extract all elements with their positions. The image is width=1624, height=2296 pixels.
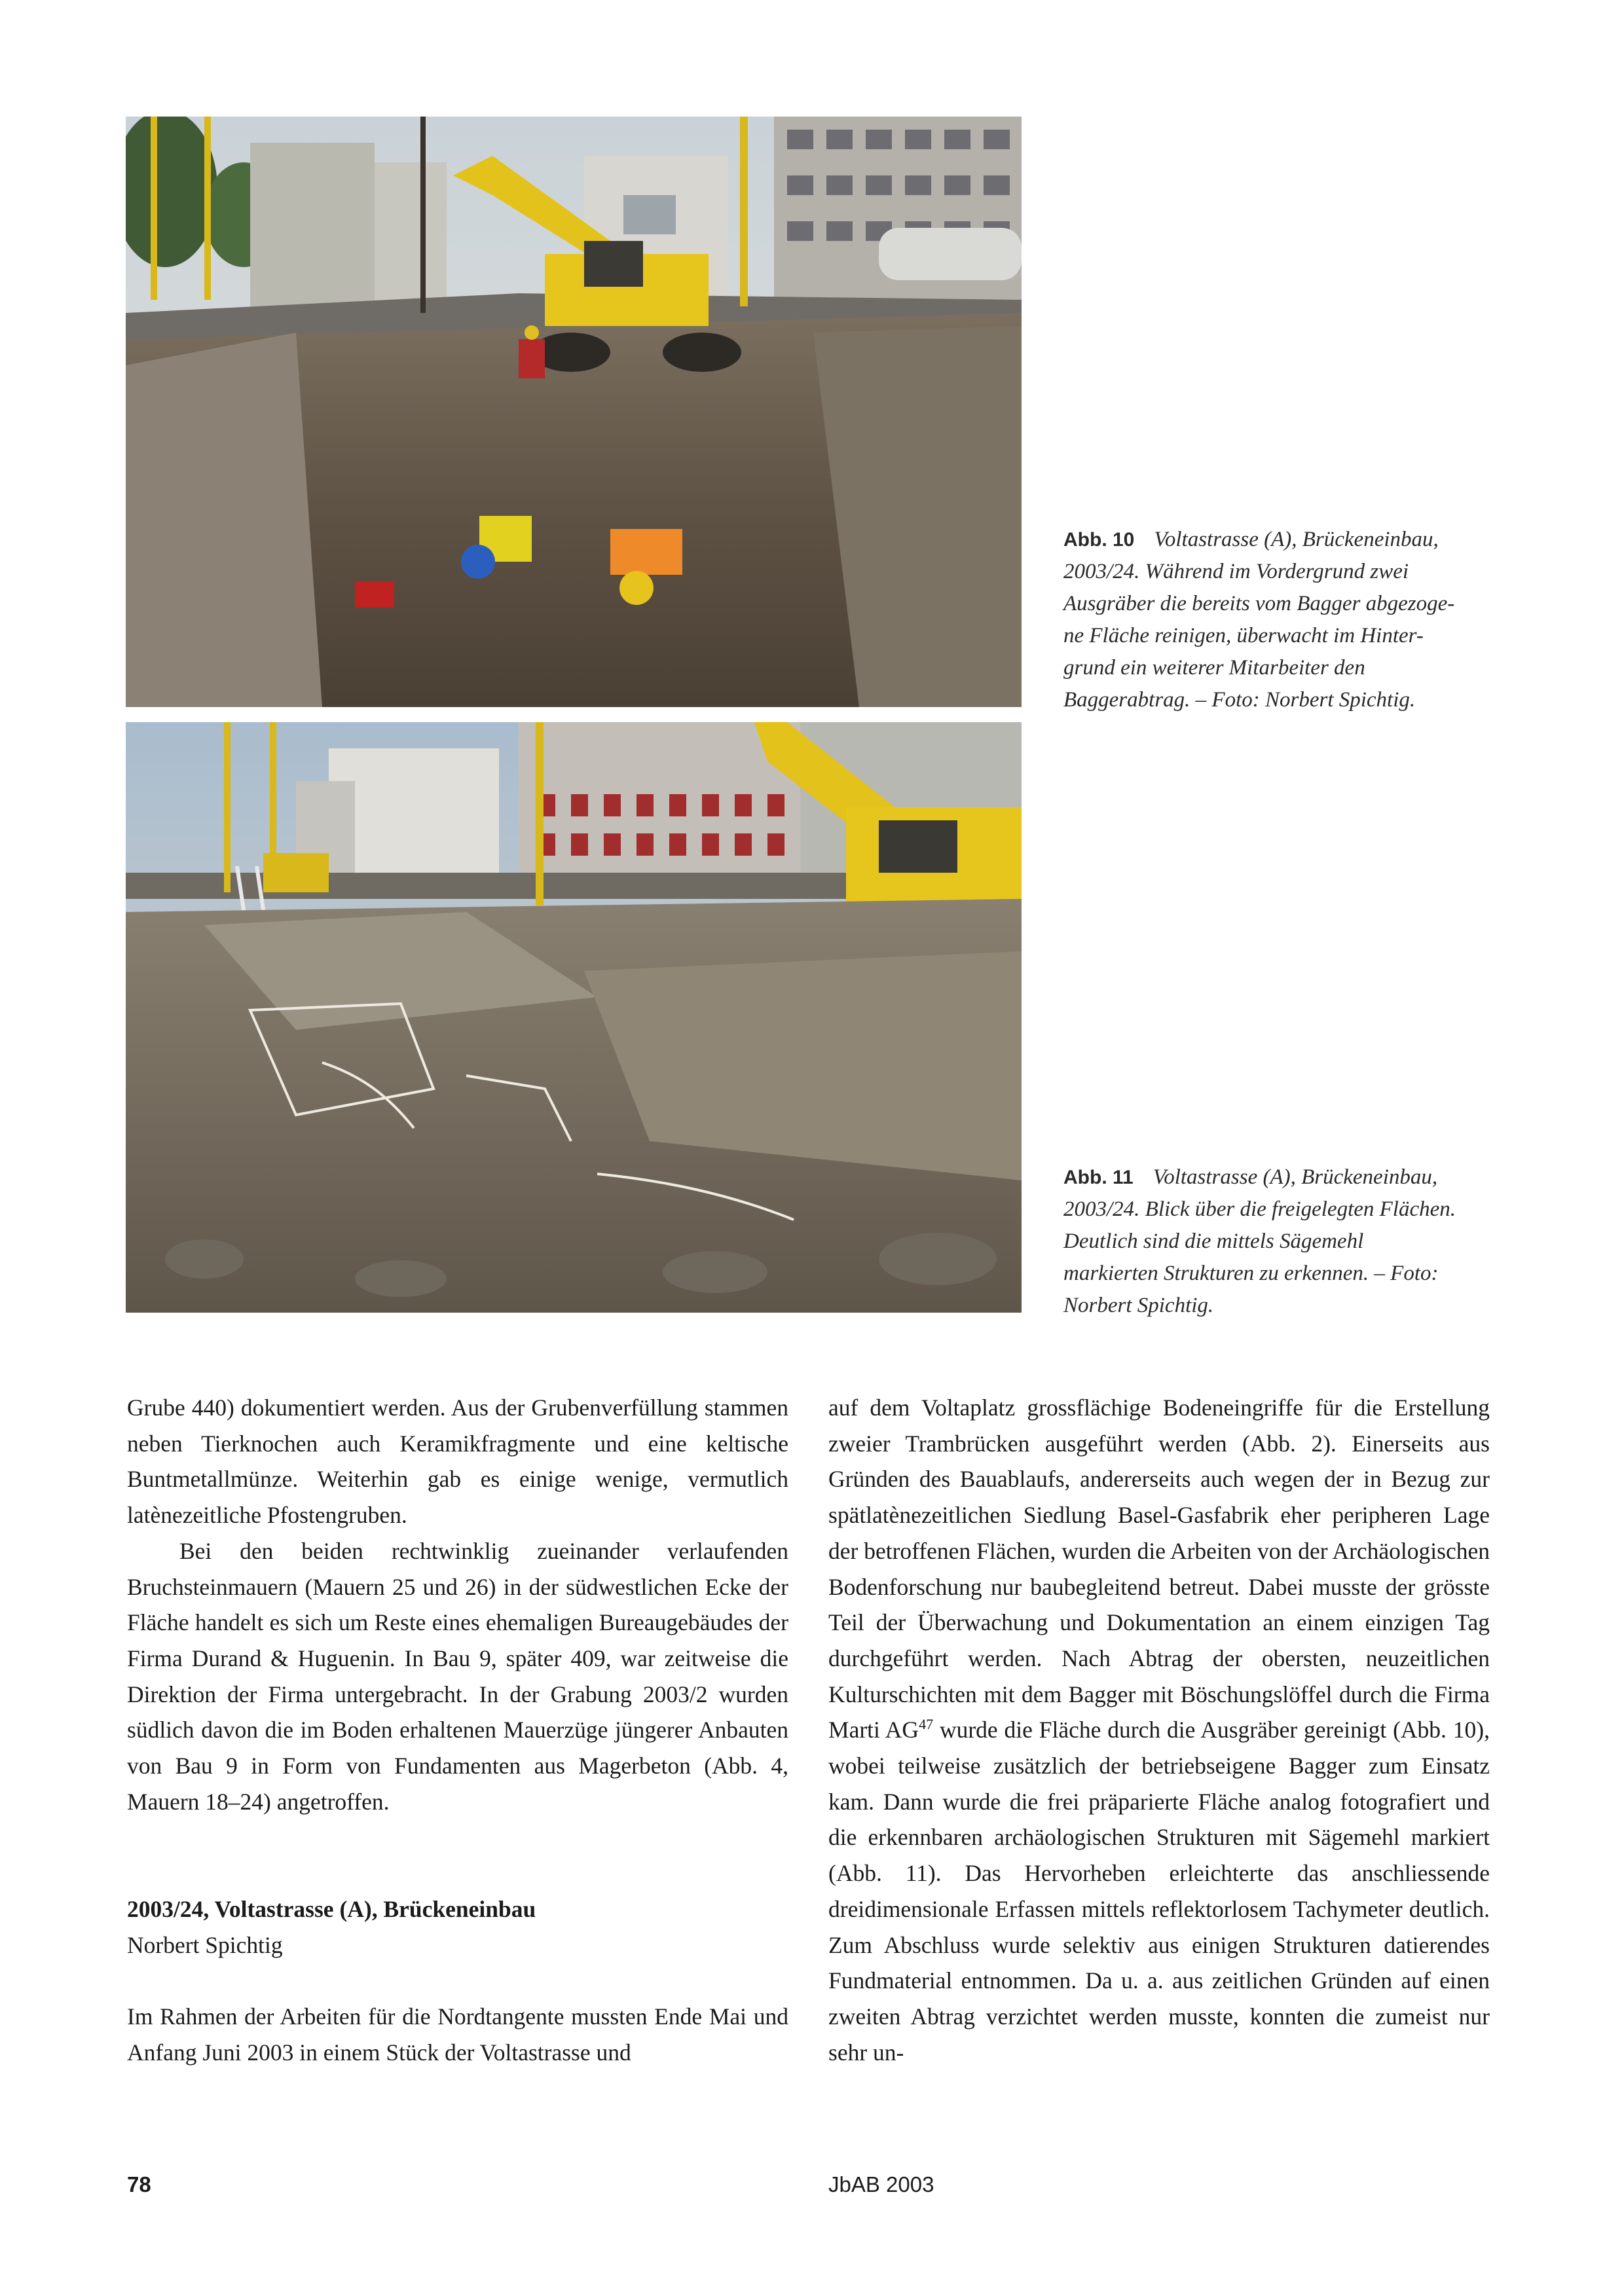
body-paragraph: Im Rahmen der Arbeiten für die Nordtangente mussten Ende Mai und Anfang Juni 2003 in einem Stück der Voltastrasse und [127,2003,788,2066]
caption-line: Baggerabtrag. – Foto: Norbert Spichtig. [1063,688,1416,712]
section-heading: 2003/24, Voltastrasse (A), Brückeneinbau [127,1896,536,1923]
caption-line: 2003/24. Während im Vordergrund zwei [1063,560,1409,583]
page-number: 78 [127,2172,151,2196]
figure-10-caption [1063,524,1515,716]
figure-label: Abb. 10 [1063,529,1135,551]
section-author: Norbert Spichtig [127,1932,283,1959]
body-paragraph: Bei den beiden rechtwinklig zueinander verlaufenden Bruchsteinmauern (Mauern 25 und 26) in der südwestlichen Ecke der Fläche handelt es sich um Reste eines ehemaligen Bureaugebäudes der Firma Durand & Huguenin. In Bau 9, später 409, war zeitweise die Direktion der Firma untergebracht. In der Grabung 2003/2 wurden südlich davon die im Boden erhaltenen Mauerzüge jüngerer Anbauten von Bau 9 in Form von Fundamenten aus Magerbeton (Abb. 4, Mauern 18–24) angetroffen. [127,1537,788,1815]
caption-line: 2003/24. Blick über die freigelegten Flächen. [1063,1197,1456,1221]
figure-11-caption [1063,1161,1515,1322]
caption-line: Abb. 10 Voltastrasse (A), Brückeneinbau, [1063,528,1439,551]
figure-10-photo [126,117,1022,707]
caption-line: Deutlich sind die mittels Sägemehl [1063,1230,1364,1253]
spacer [127,1819,788,1891]
figure-label: Abb. 11 [1063,1167,1134,1188]
body-paragraph: Grube 440) dokumentiert werden. Aus der Grubenverfüllung stammen neben Tierknochen auch Keramikfragmente und eine keltische Buntmetallmünze. Weiterhin gab es einige wenige, vermutlich latènezeitliche Pfostengruben. [127,1394,788,1529]
left-text-column [127,1390,788,2070]
caption-line: Ausgräber die bereits vom Bagger abgezoge- [1063,592,1455,615]
caption-line: markierten Strukturen zu erkennen. – Foto: [1063,1262,1439,1285]
right-text-column [828,1390,1490,2070]
caption-line: Norbert Spichtig. [1063,1294,1214,1317]
figure-11-photo [126,722,1022,1313]
spacer [127,1963,788,1999]
caption-line: grund ein weiterer Mitarbeiter den [1063,656,1365,680]
body-paragraph: auf dem Voltaplatz grossflächige Bodeneingriffe für die Erstellung zweier Trambrücken ausgeführt werden (Abb. 2). Einerseits aus Gründen des Bauablaufs, andererseits auch wegen der in Bezug zur spätlatènezeitlichen Siedlung Basel-Gasfabrik eher peripheren Lage der betroffenen Flächen, wurden die Arbeiten von der Archäologischen Bodenforschung nur baubegleitend betreut. Dabei musste der grösste Teil der Überwachung und Dokumentation an einem einzigen Tag durchgeführt werden. Nach Abtrag der obersten, neuzeitlichen Kulturschichten mit dem Bagger mit Böschungslöffel durch die Firma Marti AG$^{47}$ wurde die Fläche durch die Ausgräber gereinigt (Abb. 10), wobei teilweise zusätzlich der betriebseigene Bagger zum Einsatz kam. Dann wurde die frei präparierte Fläche analog fotografiert und die erkennbaren archäologischen Strukturen mit Sägemehl markiert (Abb. 11). Das Hervorheben erleichterte das anschliessende dreidimensionale Erfassen mittels reflektorlosem Tachymeter deutlich. Zum Abschluss wurde selektiv aus einigen Strukturen datierendes Fundmaterial entnommen. Da u. a. aus zeitlichen Gründen auf einen zweiten Abtrag verzichtet werden musste, konnten die zumeist nur sehr un- [828,1394,1490,2066]
caption-line: ne Fläche reinigen, überwacht im Hinter- [1063,624,1424,647]
caption-line: Abb. 11 Voltastrasse (A), Brückeneinbau, [1063,1165,1438,1189]
journal-name: JbAB 2003 [828,2172,934,2196]
footnote-reference: 47 [919,1716,934,1733]
